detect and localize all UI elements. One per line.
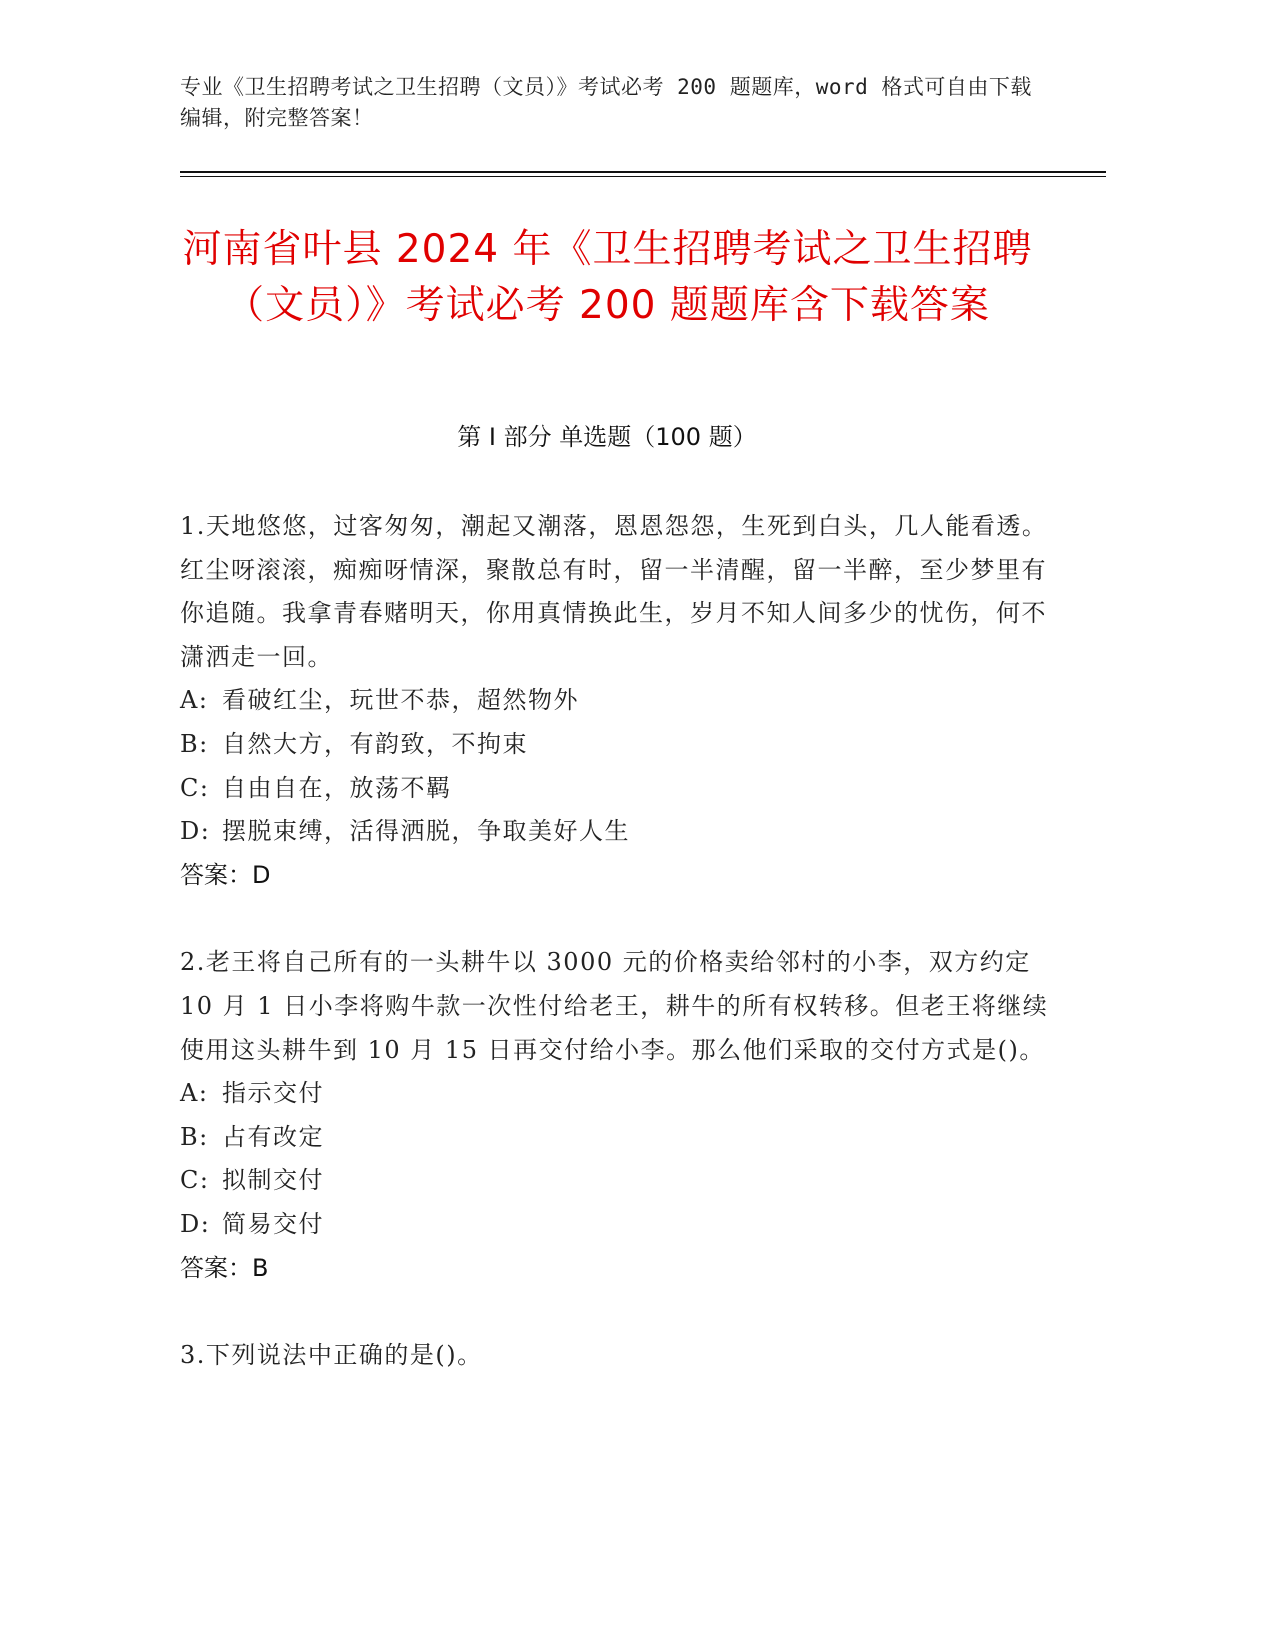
question-list <box>180 505 1060 1378</box>
question-spacer <box>180 897 1060 941</box>
header-note: 专业《卫生招聘考试之卫生招聘（文员）》考试必考 200 题题库，word 格式可自由下载编辑，附完整答案！ <box>180 75 1032 130</box>
question-text: 3.下列说法中正确的是()。 <box>180 1341 483 1370</box>
option-d <box>180 810 1060 854</box>
header-rule-thick <box>180 171 1106 173</box>
option-text: 看破红尘，玩世不恭，超然物外 <box>222 686 579 715</box>
answer: 答案：D <box>180 860 271 889</box>
option-a <box>180 1072 1060 1116</box>
question-3 <box>180 1334 1060 1378</box>
option-key: C: <box>180 1166 210 1195</box>
option-a <box>180 679 1060 723</box>
option-key: B: <box>180 1122 209 1151</box>
section-title: 第 I 部分 单选题（100 题） <box>457 423 757 451</box>
option-text: 自然大方，有韵致，不拘束 <box>222 729 528 758</box>
option-c <box>180 1159 1060 1203</box>
question-spacer <box>180 1290 1060 1334</box>
option-c <box>180 767 1060 811</box>
option-b <box>180 723 1060 767</box>
option-key: C: <box>180 773 210 802</box>
option-key: A: <box>180 1079 209 1108</box>
question-1 <box>180 505 1060 897</box>
option-text: 拟制交付 <box>222 1166 324 1195</box>
option-text: 指示交付 <box>222 1079 324 1108</box>
option-key: A: <box>180 686 209 715</box>
option-text: 摆脱束缚，活得洒脱，争取美好人生 <box>222 817 630 846</box>
option-key: D: <box>180 817 211 846</box>
option-key: D: <box>180 1209 211 1238</box>
question-text: 2.老王将自己所有的一头耕牛以 3000 元的价格卖给邻村的小李，双方约定 10 月 1 日小李将购牛款一次性付给老王，耕牛的所有权转移。但老王将继续使用这头耕牛到 10 月 15 日再交付给小李。那么他们采取的交付方式是()。 <box>180 948 1049 1064</box>
document-title: 河南省叶县 2024 年《卫生招聘考试之卫生招聘（文员）》考试必考 200 题题库含下载答案 <box>182 227 1033 328</box>
option-text: 占有改定 <box>222 1122 324 1151</box>
question-2 <box>180 941 1060 1290</box>
question-text: 1.天地悠悠，过客匆匆，潮起又潮落，恩恩怨怨，生死到白头，几人能看透。红尘呀滚滚，痴痴呀情深，聚散总有时，留一半清醒，留一半醉，至少梦里有你追随。我拿青春赌明天，你用真情换此生，岁月不知人间多少的忧伤，何不潇洒走一回。 <box>180 512 1048 671</box>
option-b <box>180 1116 1060 1160</box>
option-text: 简易交付 <box>222 1209 324 1238</box>
option-key: B: <box>180 729 209 758</box>
option-text: 自由自在，放荡不羁 <box>222 773 452 802</box>
option-d <box>180 1203 1060 1247</box>
answer: 答案：B <box>180 1253 269 1282</box>
header-rule-thin <box>180 176 1106 177</box>
